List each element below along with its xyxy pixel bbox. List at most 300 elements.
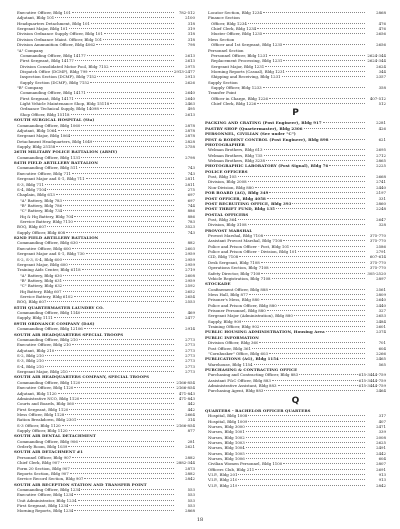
leader-dots bbox=[63, 275, 174, 276]
entry-label: Prisoner Personnel, Bldg 880 bbox=[208, 308, 266, 314]
entry-label: Service Battery, Bldg 6102 bbox=[20, 294, 73, 300]
phone-extension: 621 bbox=[378, 136, 386, 142]
phone-extension: 2773 bbox=[185, 342, 195, 348]
phone-extension: 327 bbox=[378, 308, 386, 314]
leader-dots bbox=[276, 208, 365, 209]
entry-label: Post Officer, Bldg 361 bbox=[208, 345, 251, 351]
leader-dots bbox=[249, 294, 365, 295]
entry-label: 26TH MILITARY POLICE BATTALION (ARMY) bbox=[14, 149, 118, 155]
phone-extension: 375-770 bbox=[369, 233, 386, 239]
phone-extension: 913 bbox=[378, 472, 386, 478]
leader-dots bbox=[238, 474, 365, 475]
phone-extension: 2100 bbox=[185, 15, 195, 21]
leader-dots bbox=[304, 128, 365, 129]
phone-extension: 2471 bbox=[376, 423, 386, 429]
leader-dots bbox=[246, 453, 365, 454]
phone-extension: 2865 bbox=[376, 157, 386, 163]
leader-dots bbox=[238, 479, 365, 480]
phone-extension: 2868 bbox=[376, 10, 386, 15]
phone-extension: 275 bbox=[187, 186, 195, 192]
entry-label: Supply, Bldg 1111 bbox=[17, 315, 53, 321]
phone-extension: 2613 bbox=[185, 111, 195, 117]
entry-label: Ration Breakdown, Bldg 2301 bbox=[17, 417, 77, 423]
leader-dots bbox=[71, 114, 174, 115]
phone-extension: 886 bbox=[187, 208, 195, 214]
leader-dots bbox=[259, 342, 365, 343]
entry-label: Welman Brothers, Bldg 613 bbox=[208, 147, 263, 153]
phone-extension: 471-843 bbox=[178, 390, 195, 396]
leader-dots bbox=[69, 430, 174, 431]
phone-extension: 2913-2477 bbox=[173, 68, 195, 74]
entry-label: Commanding Officer, Bldg 1234 bbox=[17, 486, 81, 492]
entry-label: PHOTOGRAPHER bbox=[205, 141, 245, 147]
entry-label: Nurses, Bldg 1006 bbox=[208, 456, 245, 462]
leader-dots bbox=[323, 122, 365, 123]
leader-dots bbox=[56, 194, 174, 195]
entry-label: POST OFFICER, Bldg 4058 bbox=[205, 195, 266, 201]
leader-dots bbox=[69, 505, 174, 506]
leader-dots bbox=[269, 98, 365, 99]
entry-label: Unit Administrator, Bldg 1234 bbox=[17, 497, 77, 503]
phone-extension: 2166-854 bbox=[176, 379, 195, 385]
entry-label: Post, Bldg 105 bbox=[208, 174, 237, 180]
entry-label: Executive Officer, Bldg 1120 bbox=[17, 385, 74, 391]
phone-extension: 2592 bbox=[185, 283, 195, 289]
entry-label: Sergeant Major and S-1, Bldg 711 bbox=[17, 176, 85, 182]
phone-extension: 2008 bbox=[376, 434, 386, 440]
leader-dots bbox=[254, 364, 366, 365]
leader-dots bbox=[278, 385, 358, 386]
leader-dots bbox=[58, 393, 174, 394]
entry-label: Executive Officer, Bldg 600 bbox=[17, 245, 71, 251]
entry-label: PEST & RODENT CONTROL (Post Engineer), Bldg 898 bbox=[205, 136, 329, 142]
entry-label: Chaplain, Bldg 613 bbox=[17, 192, 55, 198]
entry-label: Adjutant, Bldg 210 bbox=[17, 347, 55, 353]
phone-extension: 2959 bbox=[185, 261, 195, 267]
phone-extension: 495 bbox=[187, 106, 195, 112]
entry-label: Officer, Bldg 1234 bbox=[211, 20, 247, 26]
entry-label: Warehouse, Bldg 1154 bbox=[208, 361, 253, 367]
leader-dots bbox=[69, 264, 174, 265]
phone-extension: 2266 bbox=[376, 350, 386, 356]
entry-label: Personnel Officer, Bldg 907 bbox=[17, 454, 72, 460]
entry-label: Nurses, Bldg 1001 bbox=[208, 429, 245, 435]
entry-label: Hq & Hq Battery, Bldg 704 bbox=[20, 213, 74, 219]
entry-label: Hospital, Bldg 1008 bbox=[208, 413, 248, 419]
leader-dots bbox=[97, 76, 174, 77]
leader-dots bbox=[269, 192, 365, 193]
entry-label: "C" Battery, Bldg 734 bbox=[20, 208, 63, 214]
entry-label: POSTAL OFFICERS bbox=[205, 211, 249, 217]
entry-label: Post, Bldg 364 bbox=[208, 216, 237, 222]
leader-dots bbox=[252, 348, 365, 349]
phone-extension: 2656 bbox=[376, 42, 386, 48]
phone-extension: 2491 bbox=[376, 445, 386, 451]
leader-dots bbox=[86, 253, 174, 254]
phone-extension: 2882-344 bbox=[176, 460, 195, 466]
entry-label: "A" Company bbox=[17, 47, 44, 53]
phone-extension: 339 bbox=[378, 429, 386, 435]
phone-extension: 344 bbox=[378, 68, 386, 74]
entry-label: First Sergeant, Bldg 1120 bbox=[17, 406, 69, 412]
leader-dots bbox=[47, 189, 174, 190]
entry-label: Chief Clerk, Bldg 907 bbox=[17, 460, 60, 466]
entry-label: Desk Sergeant, Bldg 7108 bbox=[208, 259, 260, 265]
leader-dots bbox=[71, 135, 174, 136]
entry-label: Adjutant, Bldg 101 bbox=[17, 15, 55, 21]
entry-label: Administrative NCO, Bldg 1120 bbox=[17, 395, 80, 401]
phone-extension: 2741 bbox=[376, 179, 386, 185]
leader-dots bbox=[66, 232, 174, 233]
leader-dots bbox=[47, 301, 174, 302]
entry-label: Service Battery, Bldg 7110 bbox=[20, 219, 73, 225]
entry-label: Nurses, Bldg 1002 bbox=[208, 434, 245, 440]
entry-label: Safety Director, Bldg 7108 bbox=[208, 270, 261, 276]
phone-extension: 331 bbox=[378, 195, 386, 201]
entry-label: V.I.P., Bldg 210 bbox=[208, 477, 238, 483]
entry-label: Finance Section bbox=[208, 15, 240, 21]
entry-label: Reports Section, Bldg 907 bbox=[17, 470, 69, 476]
leader-dots bbox=[79, 167, 174, 168]
entry-label: Commanding Officer, Bldg 511 bbox=[17, 165, 78, 171]
leader-dots bbox=[272, 380, 358, 381]
entry-label: Police and Prison Officer - Post, Bldg 101 bbox=[208, 243, 290, 249]
entry-label: Nurses, Bldg 1004 bbox=[208, 445, 245, 451]
phone-extension: 2798 bbox=[185, 154, 195, 160]
entry-label: "A" Battery, Bldg 630 bbox=[20, 272, 62, 278]
phone-extension: 2440 bbox=[376, 302, 386, 308]
entry-label: Executive Officer, Bldg 1234 bbox=[17, 492, 74, 498]
entry-label: Division Officer, Bldg 360 bbox=[208, 340, 259, 346]
phone-extension: 2664 bbox=[185, 411, 195, 417]
entry-label: Police and Prison Officer - Division, Bldg 101 bbox=[208, 249, 297, 255]
phone-extension: 2621 bbox=[185, 444, 195, 450]
entry-label: Shipping and Receiving, Bldg 1231 bbox=[211, 74, 281, 80]
leader-dots bbox=[286, 71, 365, 72]
entry-label: Supply Section bbox=[208, 79, 238, 85]
leader-dots bbox=[87, 92, 174, 93]
leader-dots bbox=[110, 66, 174, 67]
entry-label: Provost Marshal, Bldg 7108 bbox=[208, 233, 264, 239]
entry-label: POST THRIFT FUND, Bldg 135 bbox=[205, 206, 275, 212]
entry-label: Service Record Section, Bldg 907 bbox=[17, 476, 84, 482]
entry-label: Non-Division, Bldg 880 bbox=[208, 184, 254, 190]
phone-extension: 2624-344 bbox=[367, 58, 386, 64]
phone-extension: 798 bbox=[187, 42, 195, 48]
phone-extension: 2914 bbox=[185, 326, 195, 332]
phone-extension: 2652 bbox=[185, 288, 195, 294]
leader-dots bbox=[77, 419, 174, 420]
entry-label: Sergeant Major, Bldg 101 bbox=[17, 26, 68, 32]
leader-dots bbox=[74, 510, 174, 511]
entry-label: Commanding Officer, Bldg 1131 bbox=[17, 154, 81, 160]
entry-label: Assistant P&C Officer, Bldg 883 bbox=[208, 377, 271, 383]
leader-dots bbox=[96, 44, 174, 45]
phone-extension: 471-843 bbox=[178, 395, 195, 401]
leader-dots bbox=[65, 414, 174, 415]
leader-dots bbox=[248, 181, 365, 182]
entry-label: "A" Battery, Bldg 783 bbox=[20, 197, 62, 203]
phone-extension: 2484 bbox=[376, 318, 386, 324]
leader-dots bbox=[257, 103, 365, 104]
leader-dots bbox=[78, 500, 174, 501]
directory-entry bbox=[14, 508, 195, 513]
entry-label: Commanding Officer, Bldg 210 bbox=[17, 336, 78, 342]
phone-extension: 442 bbox=[187, 401, 195, 407]
phone-extension: 2842 bbox=[376, 482, 386, 488]
leader-dots bbox=[45, 360, 174, 361]
phone-extension: 318 bbox=[187, 36, 195, 42]
entry-label: Hospital, Bldg 1009 bbox=[208, 418, 248, 424]
leader-dots bbox=[292, 203, 365, 204]
entry-label: Welman Brothers, Bldg 3238 bbox=[208, 157, 265, 163]
entry-label: S-3, Bldg 711 bbox=[17, 181, 44, 187]
leader-dots bbox=[55, 350, 174, 351]
entry-label: 82ND FIELD ARTILLERY BATTALION bbox=[14, 235, 99, 241]
entry-label: Sergeant Major, Bldg 1064 bbox=[17, 133, 71, 139]
phone-extension: 2758 bbox=[185, 143, 195, 149]
entry-label: SOUTH AIR HEADQUARTERS COMPANY, SPECIAL TROOPS bbox=[14, 374, 150, 380]
leader-dots bbox=[71, 468, 174, 469]
leader-dots bbox=[62, 425, 174, 426]
leader-dots bbox=[248, 415, 365, 416]
phone-extension: 2225 bbox=[376, 163, 386, 169]
leader-dots bbox=[79, 441, 174, 442]
entry-label: Morning Reports, Bldg 1234 bbox=[17, 508, 74, 514]
leader-dots bbox=[283, 60, 365, 61]
leader-dots bbox=[89, 71, 173, 72]
leader-dots bbox=[294, 315, 365, 316]
leader-dots bbox=[63, 205, 174, 206]
phone-extension: 2166-854 bbox=[176, 422, 195, 428]
phone-extension: 2624-344 bbox=[367, 52, 386, 58]
entry-label: Division, Bldg 3108 bbox=[208, 222, 247, 228]
leader-dots bbox=[75, 60, 174, 61]
phone-extension: 2807 bbox=[376, 461, 386, 467]
entry-label: "B" Company bbox=[17, 85, 44, 91]
phone-extension: 2897 bbox=[376, 275, 386, 281]
directory-entry bbox=[205, 483, 386, 488]
leader-dots bbox=[75, 98, 174, 99]
phone-extension: 318 bbox=[187, 31, 195, 37]
entry-label: Light Vehicle Maintenance Shop, Bldg 15118 bbox=[20, 101, 110, 107]
entry-label: SOUTH AIR DETACHMENT #1 bbox=[14, 449, 84, 455]
entry-label: Mess Officer, Bldg 1128 bbox=[17, 411, 65, 417]
leader-dots bbox=[255, 187, 365, 188]
phone-extension: 2477 bbox=[185, 315, 195, 321]
entry-label: PUBLICATIONS (AG), Bldg 1154 bbox=[205, 356, 279, 362]
entry-label: BOQ, Bldg 607 bbox=[17, 224, 47, 230]
leader-dots bbox=[69, 409, 174, 410]
right-column bbox=[205, 10, 386, 488]
section-letter: Q bbox=[291, 395, 300, 406]
phone-extension: 615-3444-759 bbox=[358, 377, 386, 383]
phone-extension: 317 bbox=[378, 413, 386, 419]
entry-label: Operations Section, Bldg 7108 bbox=[208, 265, 269, 271]
phone-extension: 2553 bbox=[185, 299, 195, 305]
entry-label: Adjutant, Bldg 1120 bbox=[17, 390, 57, 396]
entry-label: S-3, Bldg 210 bbox=[17, 358, 44, 364]
entry-label: PERSONNEL, CIVILIAN (See under "C") bbox=[205, 131, 296, 137]
entry-label: Civilian Women Personnel, Bldg 1100 bbox=[208, 461, 283, 467]
entry-label: Division Ammunition Officer, Bldg 4062 bbox=[17, 42, 96, 48]
entry-label: Police and Prison Officer, Bldg 880 bbox=[208, 302, 277, 308]
phone-extension: 2860 bbox=[376, 200, 386, 206]
entry-label: Division Consolidated Motor Pool, Bldg 7152 bbox=[20, 63, 109, 69]
leader-dots bbox=[265, 66, 365, 67]
entry-label: Sergeant Major (Administration), Bldg 880 bbox=[208, 313, 293, 319]
entry-label: Vehicle Registration, Bldg 7108 bbox=[208, 275, 271, 281]
entry-label: POLICE OFFICERS bbox=[205, 168, 248, 174]
phone-extension: 743 bbox=[187, 165, 195, 171]
phone-extension: 2656 bbox=[376, 31, 386, 37]
leader-dots bbox=[264, 155, 366, 156]
leader-dots bbox=[263, 87, 365, 88]
leader-dots bbox=[63, 291, 175, 292]
leader-dots bbox=[261, 273, 365, 274]
leader-dots bbox=[45, 366, 174, 367]
entry-label: Commanding Officer, Bldg 12106 bbox=[17, 326, 83, 332]
entry-label: 84TH FIELD ARTILLERY BATTALION bbox=[14, 160, 98, 166]
entry-label: Training Officer, Bldg 902 bbox=[208, 324, 260, 330]
phone-extension: 2882 bbox=[185, 470, 195, 476]
leader-dots bbox=[79, 339, 174, 340]
leader-dots bbox=[266, 160, 365, 161]
phone-extension: 2842 bbox=[185, 476, 195, 482]
entry-label: Division, Bldg 2008 bbox=[208, 179, 247, 185]
phone-extension: 783 bbox=[187, 219, 195, 225]
phone-extension: 2561 bbox=[376, 286, 386, 292]
entry-label: Nurses, Bldg 1005 bbox=[208, 450, 245, 456]
entry-label: First Sergeant, Bldg 1234 bbox=[17, 503, 69, 509]
entry-label: PROVOST MARSHAL bbox=[205, 227, 253, 233]
leader-dots bbox=[264, 390, 365, 391]
leader-dots bbox=[54, 317, 174, 318]
phone-extension: 877 bbox=[187, 428, 195, 434]
phone-extension: 615-3444-759 bbox=[358, 383, 386, 389]
entry-label: Purchasing Agent, Bldg 883 bbox=[208, 388, 264, 394]
entry-label: PHOTOGRAPHIC LABORATORY (Post Signal), Bldg 76 bbox=[205, 163, 329, 169]
entry-label: Mess Hall, Bldg 877 bbox=[208, 291, 248, 297]
leader-dots bbox=[246, 442, 365, 443]
entry-label: S-4, Bldg 210 bbox=[17, 363, 44, 369]
leader-dots bbox=[283, 44, 365, 45]
phone-extension: 2613 bbox=[185, 52, 195, 58]
entry-label: Personnel Section bbox=[208, 47, 244, 53]
entry-label: Locator Section, Bldg 1234 bbox=[208, 10, 262, 15]
entry-label: S-3 Officer, Bldg 1120 bbox=[17, 422, 61, 428]
leader-dots bbox=[239, 256, 365, 257]
leader-dots bbox=[84, 328, 174, 329]
phone-extension: 607-614 bbox=[369, 254, 386, 260]
leader-dots bbox=[70, 473, 174, 474]
entry-label: PUBLIC HOUSING ADMINISTRATION, Housing Area bbox=[205, 329, 325, 335]
entry-label: SOUTH AIR RECEPTION STATION AND TRANSFER POINT bbox=[14, 481, 147, 487]
phone-extension: 2624 bbox=[376, 63, 386, 69]
phone-extension: 2653 bbox=[376, 313, 386, 319]
phone-extension: 442 bbox=[187, 406, 195, 412]
phone-extension: 2868 bbox=[185, 508, 195, 514]
entry-label: Confinement Officer, Bldg 888 bbox=[208, 286, 268, 292]
leader-dots bbox=[248, 23, 365, 24]
phone-extension: 743 bbox=[187, 170, 195, 176]
leader-dots bbox=[246, 426, 365, 427]
entry-label: Detachment Headquarters, Bldg 1049 bbox=[17, 138, 93, 144]
phone-extension: 913 bbox=[378, 477, 386, 483]
leader-dots bbox=[282, 76, 365, 77]
leader-dots bbox=[74, 296, 174, 297]
entry-label: Sergeant Major, Bldg 1231 bbox=[211, 63, 265, 69]
leader-dots bbox=[263, 33, 365, 34]
entry-label: SOUTH AIR HEADQUARTERS SPECIAL TROOPS bbox=[14, 331, 124, 337]
leader-dots bbox=[79, 242, 174, 243]
phone-extension: 2465 bbox=[376, 356, 386, 362]
phone-extension: 2773 bbox=[185, 353, 195, 358]
entry-label: PACKING AND CRATING (Post Engineer), Bldg 917 bbox=[205, 120, 322, 126]
entry-label: S-2, S-3, S-4, Bldg 600 bbox=[17, 256, 62, 262]
leader-dots bbox=[72, 344, 174, 345]
entry-label: Administrative Assistant, Bldg 883 bbox=[208, 383, 277, 389]
entry-label: "B" Battery, Bldg 786 bbox=[20, 202, 63, 208]
phone-extension: 2773 bbox=[185, 363, 195, 369]
entry-label: Officer in Charge, Bldg 1226 bbox=[211, 95, 268, 101]
leader-dots bbox=[81, 382, 174, 383]
phone-extension: 2873 bbox=[185, 465, 195, 471]
entry-label: Supply Officer, Bldg 1120 bbox=[17, 428, 68, 434]
phone-extension: 2463 bbox=[185, 101, 195, 107]
entry-label: SOUTH SURGICAL HOSPITAL (Sta) bbox=[14, 117, 95, 123]
leader-dots bbox=[269, 353, 365, 354]
phone-extension: 553 bbox=[187, 503, 195, 509]
entry-label: Purchasing and Contracting Officer, Bldg 883 bbox=[208, 372, 299, 378]
leader-dots bbox=[246, 447, 365, 448]
phone-extension: 375-770 bbox=[369, 259, 386, 265]
leader-dots bbox=[91, 23, 174, 24]
leader-dots bbox=[68, 446, 174, 447]
leader-dots bbox=[75, 403, 174, 404]
leader-dots bbox=[326, 331, 365, 332]
entry-label: STOCKADE bbox=[205, 281, 231, 287]
phone-extension: 2828 bbox=[185, 138, 195, 144]
leader-dots bbox=[90, 82, 174, 83]
leader-dots bbox=[63, 200, 174, 201]
phone-extension: 743 bbox=[187, 229, 195, 235]
phone-extension: 2608 bbox=[185, 272, 195, 278]
entry-label: POST RECRUITING OFFICE, Bldg 393 bbox=[205, 200, 292, 206]
entry-label: Supply Officer, Bldg 1233 bbox=[211, 85, 262, 91]
phone-extension: 305-2520 bbox=[367, 270, 386, 276]
entry-label: Commanding Officer, Bldg 14177 bbox=[20, 52, 86, 58]
entry-label: Division Ordnance Maint. Officer, Bldg 101 bbox=[17, 36, 103, 42]
leader-dots bbox=[329, 165, 365, 166]
leader-dots bbox=[246, 431, 365, 432]
phone-extension: 615-3444-759 bbox=[358, 372, 386, 378]
entry-label: V.I.P., Bldg 219 bbox=[208, 482, 238, 488]
entry-label: PURCHASING & CONTRACTING OFFICE bbox=[205, 367, 298, 372]
entry-label: Commanding Officer, Bldg 1060 bbox=[17, 122, 81, 128]
phone-extension: 2357 bbox=[376, 74, 386, 80]
leader-dots bbox=[246, 458, 365, 459]
entry-label: POR BOARD (AG), Bldg 349 bbox=[205, 190, 269, 196]
phone-extension: 2197 bbox=[376, 190, 386, 196]
entry-label: Officers Club, Bldg 211 bbox=[208, 466, 255, 472]
leader-dots bbox=[56, 146, 174, 147]
leader-dots bbox=[290, 246, 365, 247]
leader-dots bbox=[261, 299, 365, 300]
leader-dots bbox=[242, 321, 365, 322]
phone-extension: 2691 bbox=[376, 466, 386, 472]
phone-extension: 2281 bbox=[376, 120, 386, 126]
